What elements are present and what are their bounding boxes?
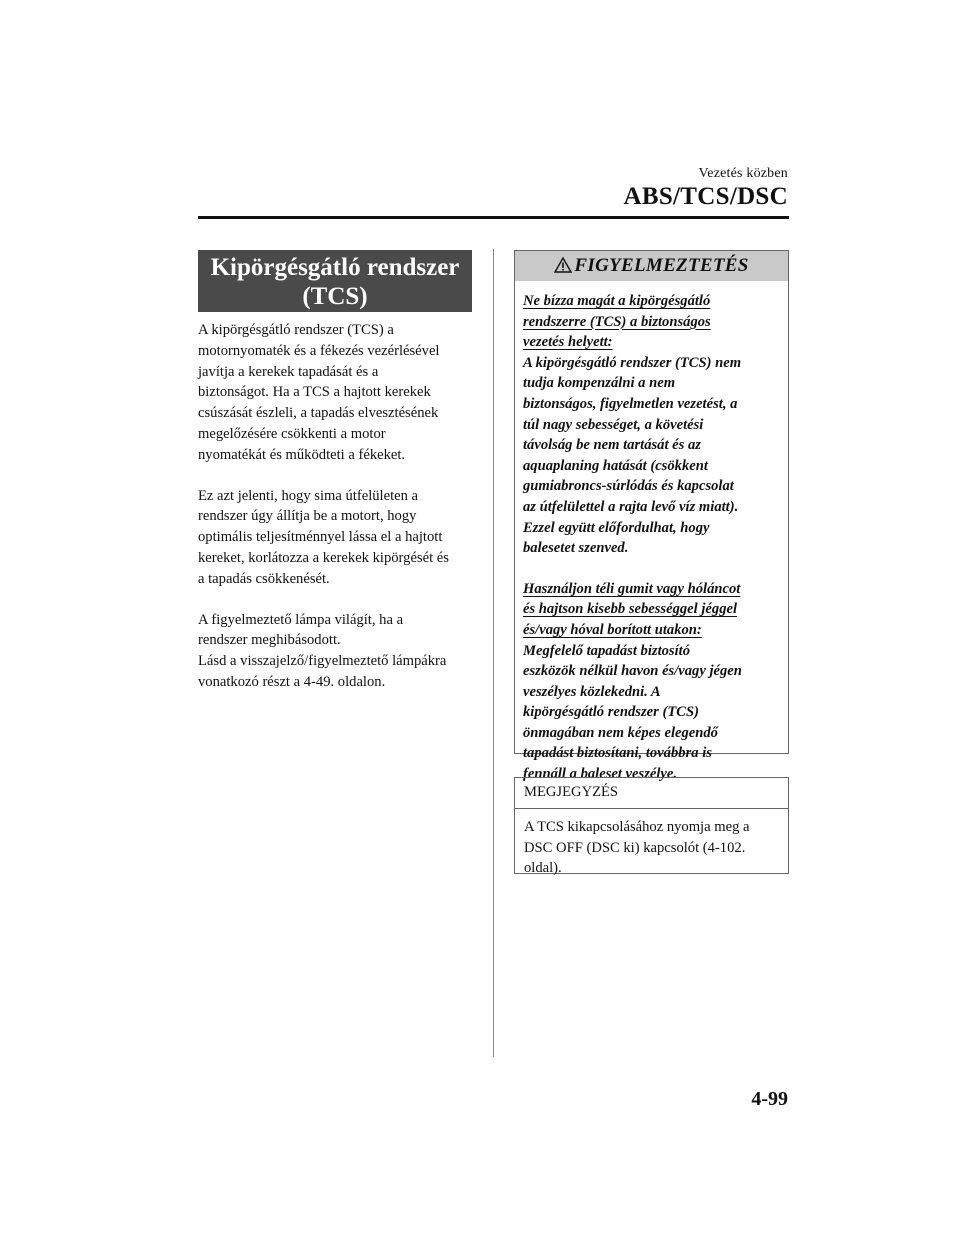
warning-triangle-icon <box>554 257 572 273</box>
warning-box <box>514 250 789 783</box>
body-text <box>198 320 478 713</box>
warning-text-2: Megfelelő tapadást biztosító eszközök nélkül havon és/vagy jégen veszélyes közlekedni. A kipörgésgátló rendszer (TCS) önmagában nem képes elegendő tapadást biztosítani, továbbra is fennáll a baleset veszélye. <box>523 642 742 783</box>
section-title-line2: (TCS) <box>302 283 368 310</box>
section-title-banner <box>198 250 472 312</box>
warning-title: FIGYELMEZTETÉS <box>574 255 749 276</box>
note-text: A TCS kikapcsolásához nyomja meg a DSC OFF (DSC ki) kapcsolót (4-102. oldal). <box>524 819 750 877</box>
warning-text-1: A kipörgésgátló rendszer (TCS) nem tudja kompenzálni a nem biztonságos, figyelmetlen vezetést, a túl nagy sebességet, a követési távolság be nem tartását és az aquaplaning hatását (csökkent gumiabroncs-súrlódás és kapcsolat az útfelülettel a rajta levő víz miatt). Ezzel együtt előfordulhat, hogy balesetet szenved. <box>523 354 742 557</box>
chapter-title: ABS/TCS/DSC <box>623 183 788 210</box>
warning-body <box>515 281 788 785</box>
warning-heading-2: Használjon téli gumit vagy hóláncot és hajtson kisebb sebességgel jéggel és/vagy hóval borított utakon: <box>523 580 741 638</box>
paragraph-3: A figyelmeztető lámpa világít, ha a rendszer meghibásodott. Lásd a visszajelző/figyelmeztető lámpákra vonatkozó részt a 4-49. oldalon. <box>198 611 447 690</box>
column-divider <box>493 249 494 1057</box>
chapter-subtitle: Vezetés közben <box>698 166 788 181</box>
note-box <box>514 777 789 877</box>
warning-header <box>515 251 788 281</box>
page-number: 4-99 <box>751 1088 788 1110</box>
paragraph-1: A kipörgésgátló rendszer (TCS) a motornyomaték és a fékezés vezérlésével javítja a kerekek tapadását és a biztonságot. Ha a TCS a hajtott kerekek csúszását észleli, a tapadás elvesztésének megelőzésére csökkenti a motor nyomatékát és működteti a fékeket. <box>198 322 440 463</box>
warning-heading-1: Ne bízza magát a kipörgésgátló rendszerre (TCS) a biztonságos vezetés helyett: <box>523 293 711 351</box>
section-title-line1: Kipörgésgátló rendszer <box>210 254 460 281</box>
header-divider <box>198 216 789 219</box>
paragraph-2: Ez azt jelenti, hogy sima útfelületen a rendszer úgy állítja be a motort, hogy optimális teljesítménnyel lássa el a hajtott kereket, korlátozza a kerekek kipörgését és a tapadás csökkenését. <box>198 487 449 587</box>
note-title: MEGJEGYZÉS <box>515 778 788 809</box>
